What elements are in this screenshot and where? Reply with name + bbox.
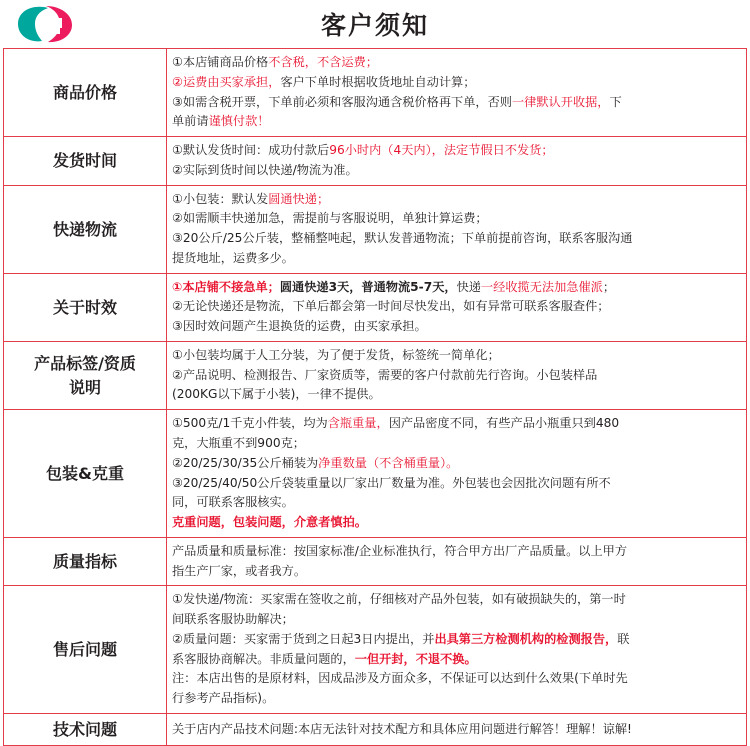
content-text: ①发快递/物流：买家需在签收之前，仔细核对产品外包装，如有破损缺失的，第一时 [172,592,626,607]
content-text: 一但开封，不退不换。 [354,651,477,666]
table-row [4,410,747,538]
row-label: 包装&克重 [4,410,167,538]
content-line [172,346,741,366]
page-header [0,0,750,48]
content-text: 关于店内产品技术问题:本店无法针对技术配方和具体应用问题进行解答！理解！谅解! [172,721,632,736]
content-line [172,669,741,689]
content-text: 快递 [456,279,481,294]
content-line [172,366,741,386]
row-content [167,586,747,714]
content-text: 行参考产品指标)。 [172,691,275,706]
content-text: 出具第三方检测机构的检测报告， [434,631,618,646]
row-label: 售后问题 [4,586,167,714]
content-text: 圆通快递3天，普通物流5-7天， [279,279,457,294]
row-content [167,410,747,538]
content-line [172,249,741,269]
content-text: 运费由买家承担， [182,74,281,89]
content-text: 圆通快递； [268,191,330,206]
content-text: ②20/25/30/35公斤桶装为 [172,455,319,470]
content-text: ②无论快递还是物流，下单后都会第一时间尽快发出，如有异常可联系客服查件； [172,299,610,314]
content-line [172,93,741,113]
content-text: 提货地址，运费多少。 [172,250,294,265]
content-line [172,385,741,405]
content-text: ②产品说明、检测报告、厂家资质等，需要的客户付款前先行咨询。小包装样品 [172,367,598,382]
content-text: 不含税，不含运费； [268,55,378,69]
content-text: 客户下单时根据收货地址自动计算； [280,74,476,89]
content-text: ②质量问题：买家需于货到之日起3日内提出，并 [172,631,435,646]
row-label: 关于时效 [4,273,167,341]
content-text: ； [602,279,616,294]
content-text: ①500克/1千克小件装，均为 [172,416,328,431]
row-label: 技术问题 [4,713,167,745]
content-text: (200KG以下属于小装)，一律不提供。 [172,387,381,402]
content-text: 一律默认开收据， [512,94,610,109]
content-text: 一经收揽无法加急催派 [480,279,603,294]
row-content [167,713,747,745]
content-line [172,590,741,610]
row-content [167,137,747,186]
content-line [172,474,741,494]
content-text: ①默认发货时间：成功付款后 [172,143,330,158]
content-text: 指生产厂家，或者我方。 [172,563,307,578]
table-row [4,586,747,714]
content-line [172,209,741,229]
content-text: ①小包装均属于人工分装，为了便于发货，标签统一简单化； [172,347,500,362]
content-line [172,190,741,210]
content-text: 克，大瓶重不到900克； [172,436,305,451]
content-text: 间联系客服协助解决； [172,612,294,627]
row-label: 产品标签/资质 说明 [4,341,167,409]
content-line [172,454,741,474]
content-line [172,562,741,582]
row-content [167,537,747,586]
content-text: 净重数量（不含桶重量）。 [318,455,459,470]
content-text: ③20公斤/25公斤装，整桶整吨起，默认发普通物流；下单前提前咨询，联系客服沟通 [172,231,633,246]
table-row [4,185,747,273]
content-text: 含瓶重量， [327,416,389,431]
content-line [172,610,741,630]
content-line [172,414,741,434]
content-text: 系客服协商解决。非质量问题的， [172,651,355,666]
content-text: ①本店铺商品价格 [172,55,269,69]
content-text: 产品质量和质量标准：按国家标准/企业标准执行，符合甲方出厂产品质量。以上甲方 [172,543,628,558]
table-row [4,273,747,341]
content-text: ①本店铺不接急单； [172,279,280,294]
content-text: 谨慎付款！ [208,114,270,129]
content-text: ② [172,74,183,89]
notice-table [3,48,747,746]
content-text: ②实际到货时间以快递/物流为准。 [172,162,358,177]
content-line [172,161,741,181]
content-text: ②如需顺丰快递加急，需提前与客服说明，单独计算运费； [172,211,488,226]
table-row [4,49,747,137]
table-row [4,137,747,186]
content-text: 注：本店出售的是原材料，因成品涉及方面众多，不保证可以达到什么效果(下单时先 [172,671,628,686]
content-text: 同，可联系客服核实。 [172,495,294,510]
table-row [4,537,747,586]
content-text: ③如需含税开票，下单前必须和客服沟通含税价格再下单，否则 [172,94,512,109]
content-line [172,650,741,670]
content-text: 克重问题，包装问题，介意者慎拍。 [172,515,367,530]
page-title: 客户须知 [320,11,429,40]
content-line [172,542,741,562]
content-line [172,53,741,73]
content-line [172,141,741,161]
content-line [172,278,741,298]
content-line [172,112,741,132]
content-text: 单前请 [172,114,209,129]
row-content [167,273,747,341]
row-label: 商品价格 [4,49,167,137]
content-text: 96小时内（4天内），法定节假日不发货； [329,143,554,158]
content-text: 下 [609,94,622,109]
content-line [172,229,741,249]
table-row [4,341,747,409]
content-text: ③因时效问题产生退换货的运费，由买家承担。 [172,319,427,334]
content-line [172,73,741,93]
content-text: 联 [617,631,630,646]
content-line [172,434,741,454]
row-label: 快递物流 [4,185,167,273]
content-line [172,297,741,317]
row-content [167,341,747,409]
content-line [172,493,741,513]
content-line [172,317,741,337]
table-row [4,713,747,745]
notice-table-body [4,49,747,746]
content-line [172,689,741,709]
row-label: 质量指标 [4,537,167,586]
content-line [172,630,741,650]
row-content [167,185,747,273]
content-line [172,513,741,533]
content-text: ①小包装：默认发 [172,191,269,206]
company-logo-icon [8,2,80,46]
content-line [172,720,741,740]
content-text: 因产品密度不同，有些产品小瓶重只到480 [388,416,620,431]
row-label: 发货时间 [4,137,167,186]
row-content [167,49,747,137]
content-text: ③20/25/40/50公斤袋装重量以厂家出厂数量为准。外包装也会因批次问题有所不 [172,475,611,490]
